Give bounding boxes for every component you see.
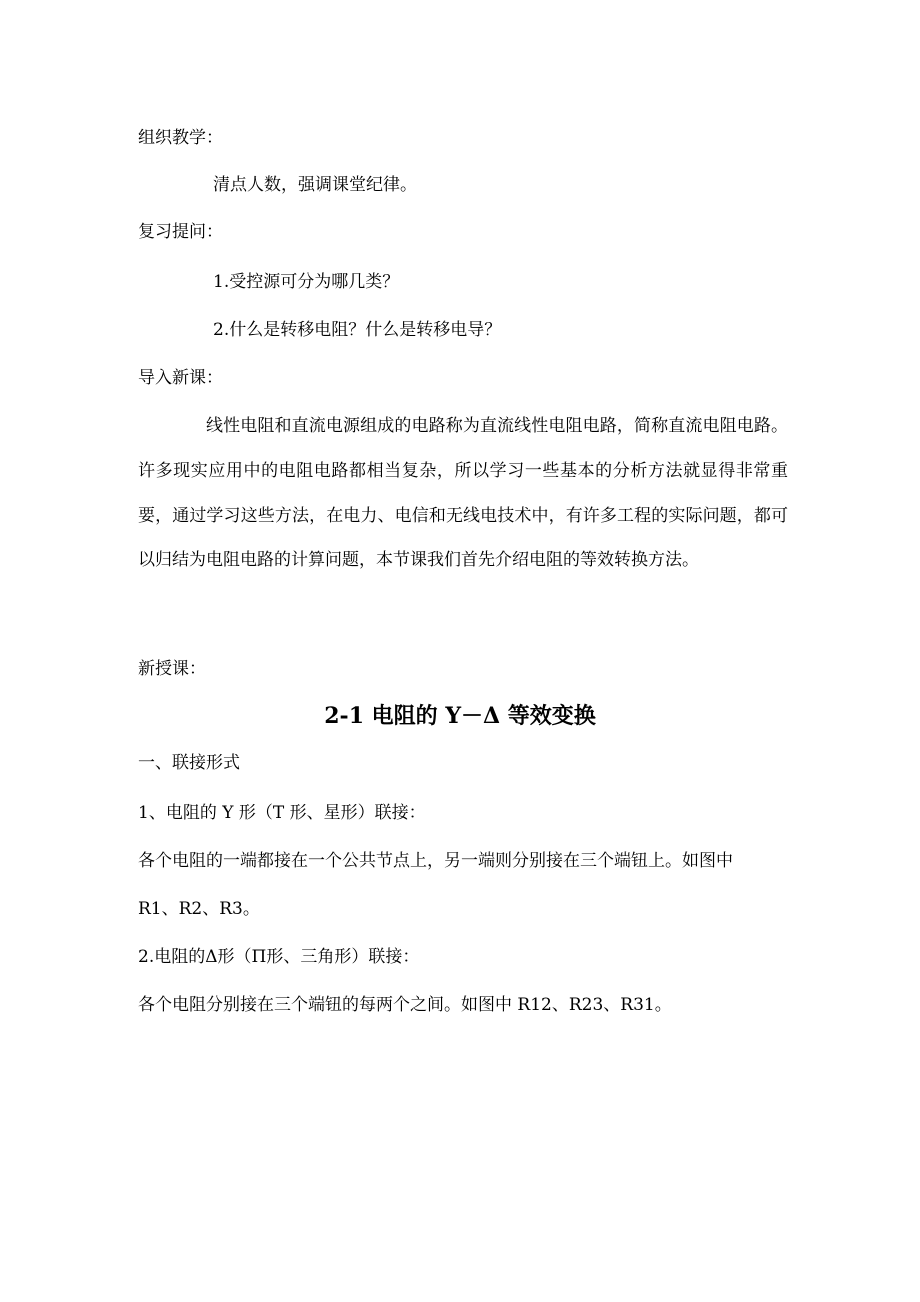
y-connection-title: 1、电阻的 Y 形（T 形、星形）联接： (138, 803, 426, 823)
connection-forms-subheading: 一、联接形式 (138, 753, 240, 773)
delta-connection-title: 2.电阻的Δ形（Π形、三角形）联接： (138, 947, 420, 967)
organize-heading: 组织教学： (138, 128, 223, 148)
review-question-1: 1.受控源可分为哪几类？ (213, 272, 400, 292)
review-heading: 复习提问： (138, 222, 223, 242)
y-connection-desc-line1: 各个电阻的一端都接在一个公共节点上，另一端则分别接在三个端钮上。如图中 (138, 851, 733, 871)
lesson-title: 2-1 电阻的 Y－Δ 等效变换 (324, 703, 596, 729)
new-lesson-heading: 新授课： (138, 659, 206, 679)
delta-connection-desc: 各个电阻分别接在三个端钮的每两个之间。如图中 R12、R23、R31。 (138, 995, 672, 1015)
organize-item: 清点人数，强调课堂纪律。 (213, 175, 417, 195)
review-question-2: 2.什么是转移电阻？什么是转移电导？ (213, 320, 502, 340)
y-connection-desc-line2: R1、R2、R3。 (138, 899, 260, 919)
intro-paragraph: 线性电阻和直流电源组成的电路称为直流线性电阻电路，简称直流电阻电路。许多现实应用中的电阻电路都相当复杂，所以学习一些基本的分析方法就显得非常重要，通过学习这些方法，在电力、电信和无线电技术中，有许多工程的实际问题，都可以归结为电阻电路的计算问题，本节课我们首先介绍电阻的等效转换方法。 (138, 416, 788, 571)
intro-heading: 导入新课： (138, 368, 223, 388)
